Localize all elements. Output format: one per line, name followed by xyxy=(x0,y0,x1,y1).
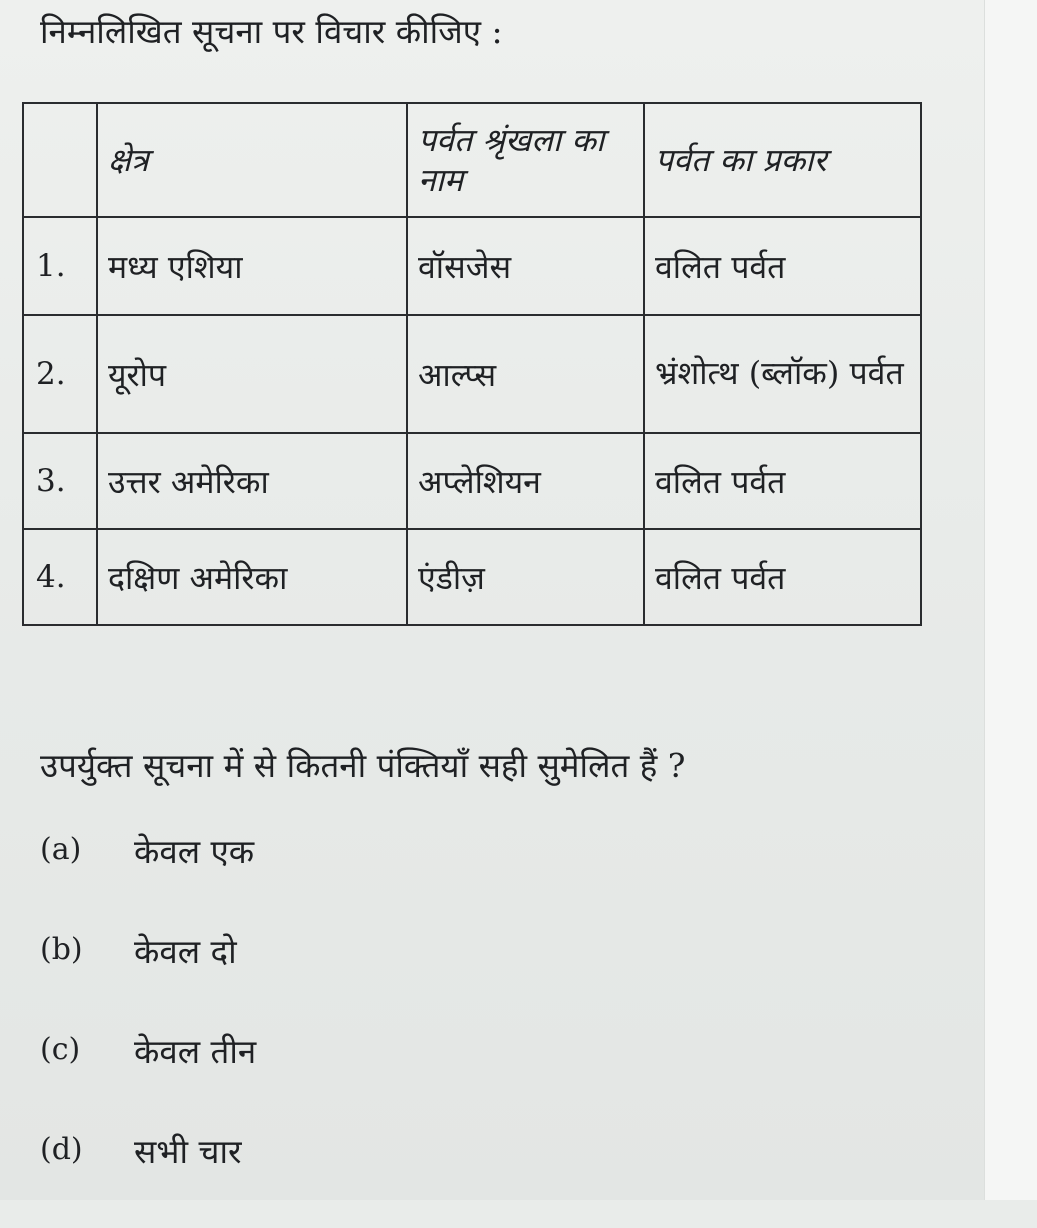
header-region: क्षेत्र xyxy=(97,103,407,217)
row-region: मध्य एशिया xyxy=(97,217,407,315)
option-d[interactable] xyxy=(40,1128,256,1228)
matching-table xyxy=(22,102,922,626)
row-range: अप्लेशियन xyxy=(407,433,644,529)
row-number: 2. xyxy=(23,315,97,433)
option-text: केवल एक xyxy=(134,832,255,871)
option-a[interactable] xyxy=(40,828,256,928)
table-row xyxy=(23,315,921,433)
row-range: एंडीज़ xyxy=(407,529,644,625)
option-c[interactable] xyxy=(40,1028,256,1128)
table-row xyxy=(23,217,921,315)
row-range: आल्प्स xyxy=(407,315,644,433)
row-number: 3. xyxy=(23,433,97,529)
option-text: केवल तीन xyxy=(134,1032,257,1071)
option-letter: (b) xyxy=(40,932,83,967)
row-range: वॉसजेस xyxy=(407,217,644,315)
table-row xyxy=(23,529,921,625)
intro-text: निम्नलिखित सूचना पर विचार कीजिए : xyxy=(40,12,503,51)
header-mountain-type: पर्वत का प्रकार xyxy=(644,103,921,217)
option-letter: (a) xyxy=(40,832,82,867)
question-text: उपर्युक्त सूचना में से कितनी पंक्तियाँ सही सुमेलित हैं ? xyxy=(40,746,686,785)
option-text: सभी चार xyxy=(134,1132,242,1171)
page-edge xyxy=(984,0,1037,1200)
header-range-name: पर्वत श्रृंखला का नाम xyxy=(407,103,644,217)
row-type: वलित पर्वत xyxy=(644,529,921,625)
row-type: वलित पर्वत xyxy=(644,433,921,529)
table-row xyxy=(23,433,921,529)
row-type: वलित पर्वत xyxy=(644,217,921,315)
option-letter: (d) xyxy=(40,1132,83,1167)
header-number xyxy=(23,103,97,217)
option-text: केवल दो xyxy=(134,932,237,971)
table-header-row xyxy=(23,103,921,217)
row-number: 1. xyxy=(23,217,97,315)
answer-options xyxy=(40,828,256,1228)
row-region: उत्तर अमेरिका xyxy=(97,433,407,529)
row-region: दक्षिण अमेरिका xyxy=(97,529,407,625)
option-letter: (c) xyxy=(40,1032,81,1067)
row-region: यूरोप xyxy=(97,315,407,433)
row-number: 4. xyxy=(23,529,97,625)
option-b[interactable] xyxy=(40,928,256,1028)
row-type: भ्रंशोत्थ (ब्लॉक) पर्वत xyxy=(644,315,921,433)
